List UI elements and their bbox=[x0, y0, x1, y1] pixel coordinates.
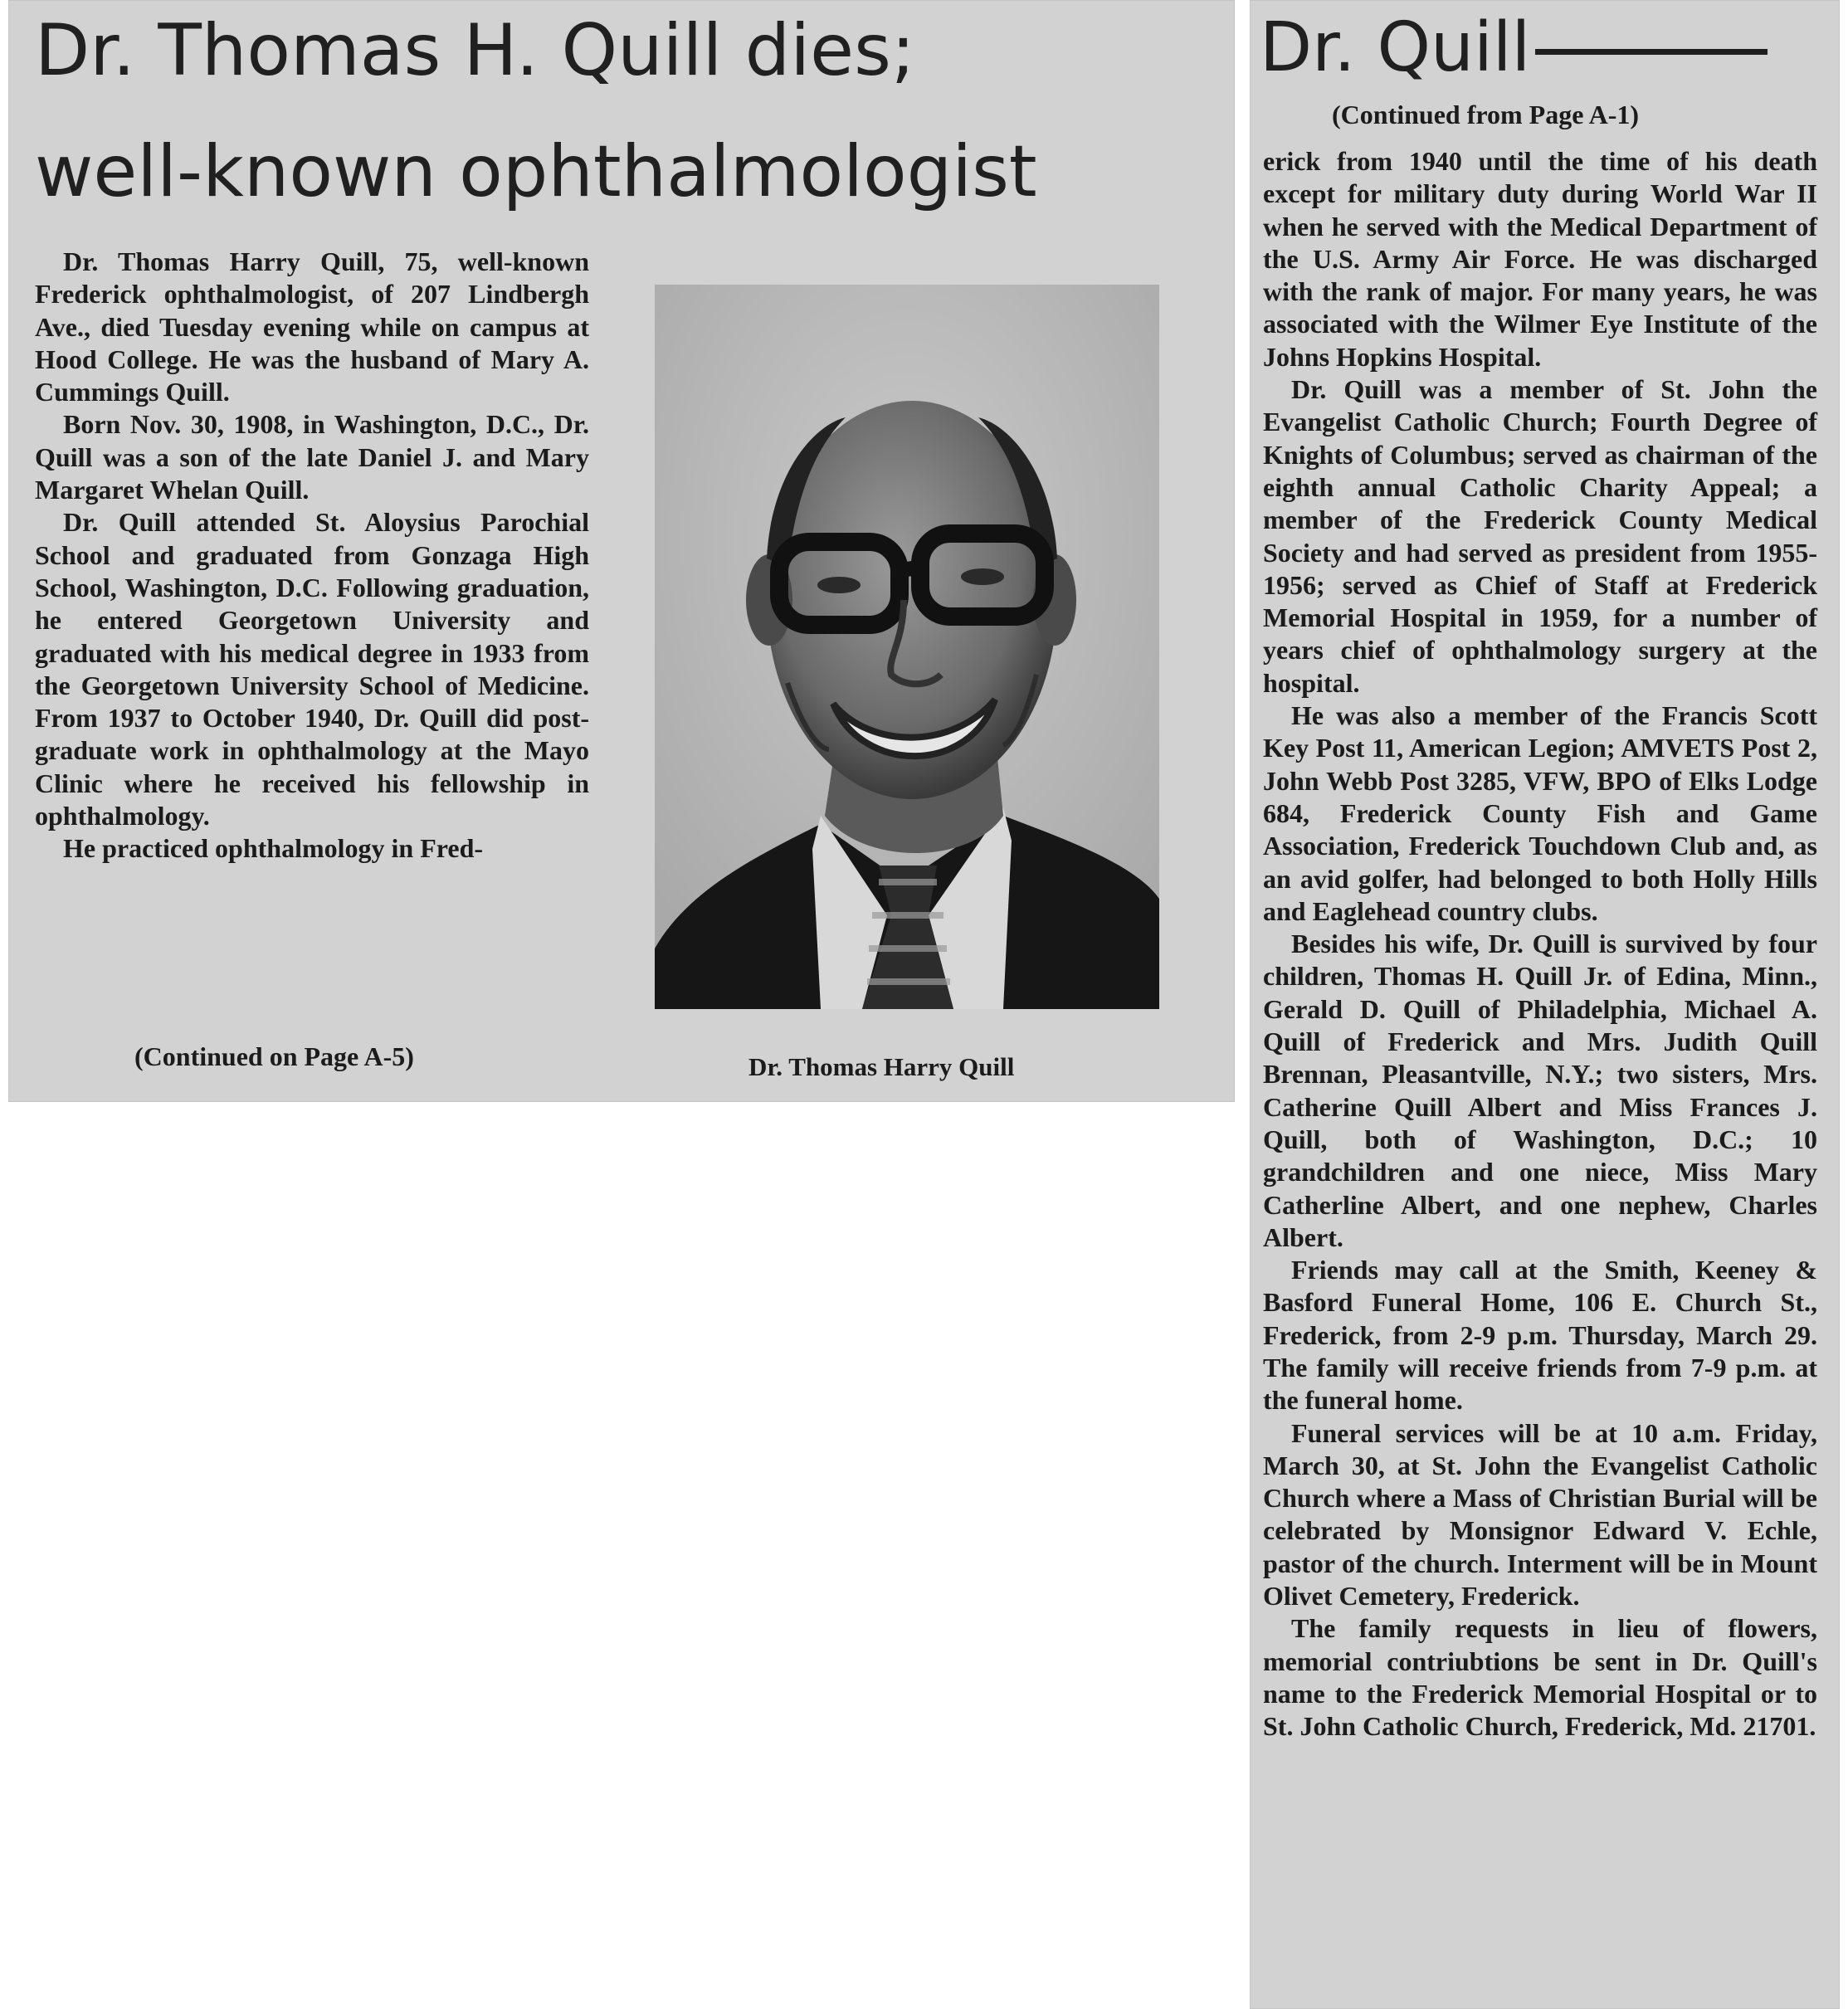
paragraph: Friends may call at the Smith, Keeney & Basford Funeral Home, 106 E. Church St., Frederick, from 2-9 p.m. Thursday, March 29. The family will receive friends from 7-9 p.m. at the funeral home. bbox=[1263, 1255, 1817, 1416]
paragraph: Besides his wife, Dr. Quill is survived by four children, Thomas H. Quill Jr. of Edina, Minn., Gerald D. Quill of Philadelphia, Michael A. Quill of Frederick and Mrs. Judith Quill Brennan, Pleasantville, N.Y.; two sisters, Mrs. Catherine Quill Albert and Miss Frances J. Quill, both of Washington, D.C.; 10 grandchildren and one niece, Miss Mary Catherline Albert, and one nephew, Charles Albert. bbox=[1263, 929, 1817, 1252]
continued-on-note: (Continued on Page A-5) bbox=[134, 1041, 414, 1071]
paragraph: Dr. Thomas Harry Quill, 75, well-known Frederick ophthalmologist, of 207 Lindbergh Ave., died Tuesday evening while on campus at Hood College. He was the husband of Mary A. Cummings Quill. bbox=[35, 246, 589, 407]
paragraph: He practiced ophthalmology in Fred- bbox=[63, 833, 484, 864]
title-rule bbox=[1535, 49, 1768, 55]
paragraph: He was also a member of the Francis Scott Key Post 11, American Legion; AMVETS Post 2, John Webb Post 3285, VFW, BPO of Elks Lodge 684, Frederick County Fish and Game Association, Frederick Touchdown Club and, as an avid golfer, had belonged to both Holly Hills and Eaglehead country clubs. bbox=[1263, 700, 1817, 926]
portrait-photo bbox=[655, 285, 1159, 1009]
paragraph: Born Nov. 30, 1908, in Washington, D.C., Dr. Quill was a son of the late Daniel J. and Mary Margaret Whelan Quill. bbox=[35, 409, 589, 505]
left-article-column bbox=[35, 246, 589, 866]
continuation-header bbox=[1260, 7, 1768, 90]
continuation-title: Dr. Quill bbox=[1260, 8, 1531, 87]
right-article-column bbox=[1263, 145, 1817, 1743]
photo-caption: Dr. Thomas Harry Quill bbox=[748, 1052, 1015, 1081]
paragraph: Dr. Quill attended St. Aloysius Parochial School and graduated from Gonzaga High School, Washington, D.C. Following graduation, he entered Georgetown University and graduated with his medical degree in 1933 from the Georgetown University School of Medicine. From 1937 to October 1940, Dr. Quill did post-graduate work in ophthalmology at the Mayo Clinic where he received his fellowship in ophthalmology. bbox=[35, 507, 589, 831]
paragraph: Funeral services will be at 10 a.m. Friday, March 30, at St. John the Evangelist Catholic Church where a Mass of Christian Burial will be celebrated by Monsignor Edward V. Echle, pastor of the church. Interment will be in Mount Olivet Cemetery, Frederick. bbox=[1263, 1417, 1817, 1612]
continued-from-note: (Continued from Page A-1) bbox=[1332, 100, 1640, 129]
paragraph: erick from 1940 until the time of his death except for military duty during World War II when he served with the Medical Department of the U.S. Army Air Force. He was discharged with the rank of major. For many years, he was associated with the Wilmer Eye Institute of the Johns Hopkins Hospital. bbox=[1263, 146, 1817, 372]
paragraph: The family requests in lieu of flowers, memorial contriubtions be sent in Dr. Quill's name to the Frederick Memorial Hospital or to St. John Catholic Church, Frederick, Md. 21701. bbox=[1263, 1613, 1817, 1742]
headline-line-1: Dr. Thomas H. Quill dies; bbox=[35, 9, 915, 92]
paragraph: Dr. Quill was a member of St. John the Evangelist Catholic Church; Fourth Degree of Knights of Columbus; served as chairman of the eighth annual Catholic Charity Appeal; a member of the Frederick County Medical Society and had served as president from 1955-1956; served as Chief of Staff at Frederick Memorial Hospital in 1959, for a number of years chief of ophthalmology surgery at the hospital. bbox=[1263, 374, 1817, 698]
headline-line-2: well-known ophthalmologist bbox=[35, 130, 1037, 213]
